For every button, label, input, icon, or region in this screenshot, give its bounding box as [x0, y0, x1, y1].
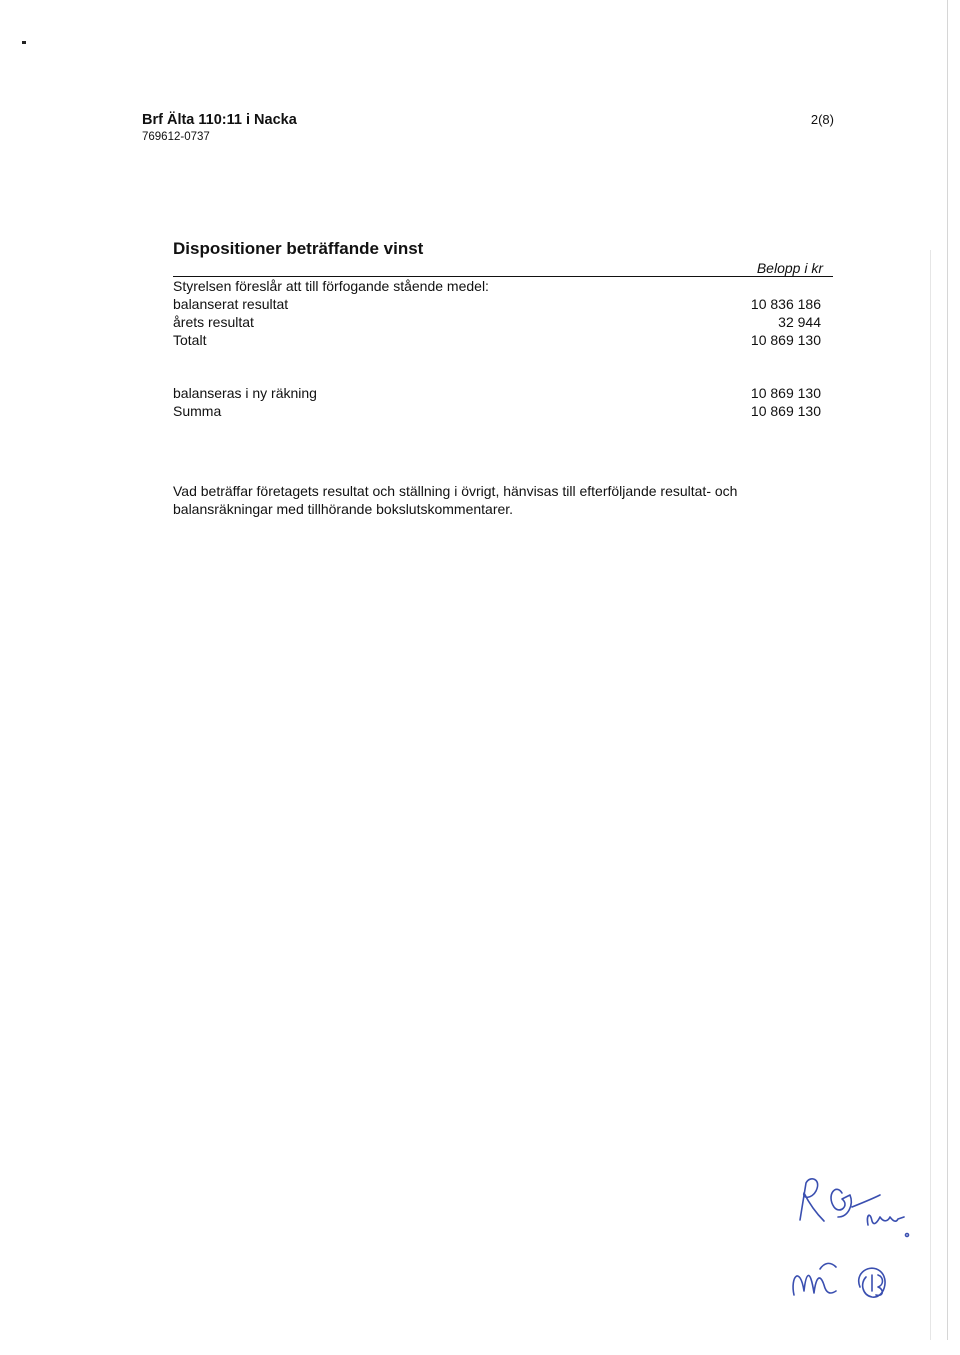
row-value: 32 944	[778, 314, 821, 330]
row-label: årets resultat	[173, 314, 254, 330]
row-value: 10 836 186	[750, 296, 821, 312]
table-row	[173, 314, 821, 332]
signature-stroke	[820, 1263, 836, 1269]
header-rule	[173, 276, 833, 277]
signature-initials-isb	[859, 1268, 885, 1297]
signature-stroke	[852, 1195, 880, 1207]
handwritten-signatures	[780, 1165, 930, 1315]
row-value: 10 869 130	[750, 385, 821, 401]
signature-initial-g	[831, 1189, 851, 1217]
organization-name: Brf Älta 110:11 i Nacka	[142, 112, 297, 128]
row-label: Totalt	[173, 332, 207, 348]
table-row	[173, 296, 821, 314]
row-label: Summa	[173, 403, 222, 419]
signature-dot	[906, 1234, 909, 1237]
row-value: 10 869 130	[750, 403, 821, 419]
scan-edge-line	[930, 250, 931, 1340]
note-paragraph: Vad beträffar företagets resultat och ställning i övrigt, hänvisas till efterföljande resultat- och balansräkningar med tillhörande bokslutskommentarer.	[173, 483, 738, 517]
scan-speck	[22, 41, 26, 44]
signature-initials-lls	[867, 1215, 904, 1225]
page-number: 2(8)	[810, 112, 834, 127]
signature-initials-ma	[793, 1275, 836, 1295]
row-label: balanserat resultat	[173, 296, 289, 312]
amount-column-header: Belopp i kr	[756, 260, 823, 276]
signature-initial-r	[800, 1179, 824, 1221]
organization-number: 769612-0737	[142, 131, 210, 143]
scan-edge-line	[947, 0, 948, 1340]
row-label: balanseras i ny räkning	[173, 385, 317, 401]
row-value: 10 869 130	[750, 332, 821, 348]
table-row	[173, 332, 821, 350]
intro-text: Styrelsen föreslår att till förfogande stående medel:	[173, 278, 489, 294]
section-title: Dispositioner beträffande vinst	[173, 239, 424, 258]
table-row	[173, 403, 821, 421]
table-row	[173, 385, 821, 403]
intro-row	[173, 278, 821, 296]
